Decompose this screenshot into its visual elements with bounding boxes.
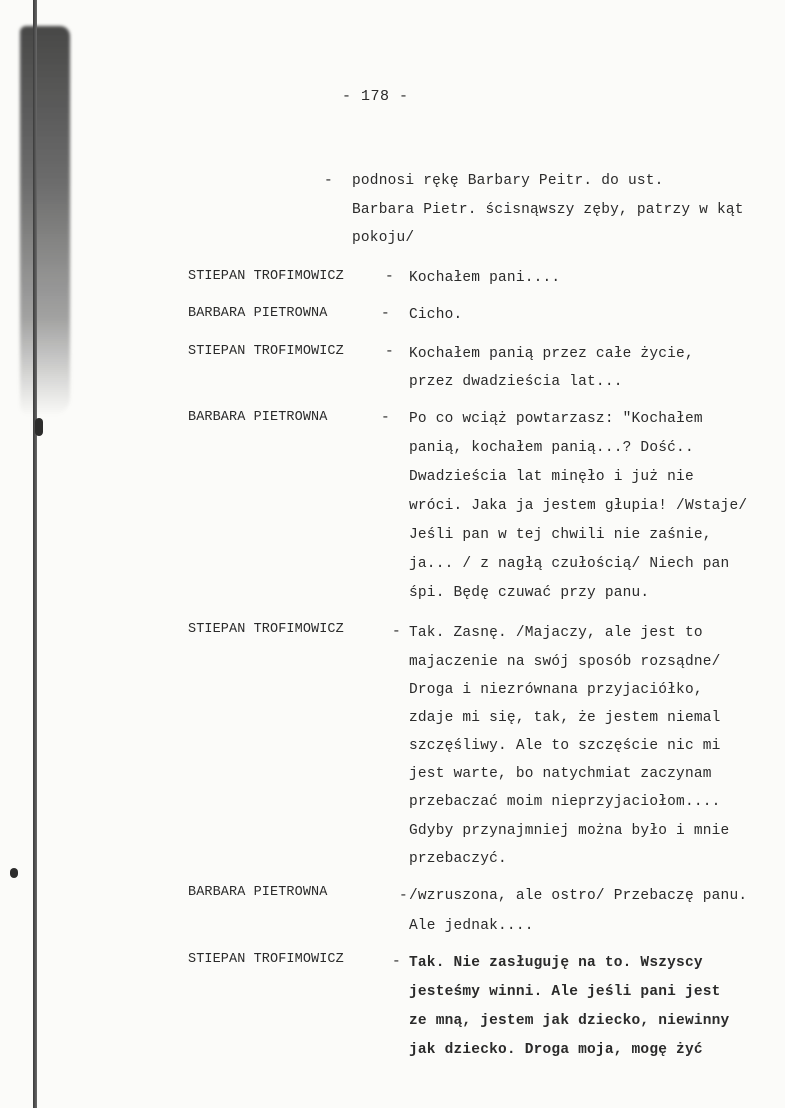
dialogue-line: majaczenie na swój sposób rozsądne/ bbox=[409, 654, 721, 670]
speaker-name: BARBARA PIETROWNA bbox=[188, 306, 328, 321]
dialogue-line: Dwadzieścia lat minęło i już nie bbox=[409, 469, 694, 485]
dialogue-dash: - bbox=[381, 410, 390, 426]
dialogue-line: Kochałem panią przez całe życie, bbox=[409, 346, 694, 362]
binding-shadow bbox=[20, 26, 70, 416]
page-number: - 178 - bbox=[342, 88, 409, 105]
dialogue-dash: - bbox=[385, 269, 394, 285]
dialogue-line: /wzruszona, ale ostro/ Przebaczę panu. bbox=[409, 888, 748, 904]
dialogue-line: Gdyby przynajmniej można było i mnie bbox=[409, 823, 730, 839]
dialogue-line: śpi. Będę czuwać przy panu. bbox=[409, 585, 650, 601]
speaker-name: STIEPAN TROFIMOWICZ bbox=[188, 952, 344, 967]
dialogue-dash: - bbox=[385, 344, 394, 360]
binding-mark bbox=[10, 868, 18, 878]
stage-direction-line: Barbara Pietr. ścisnąwszy zęby, patrzy w kąt bbox=[352, 202, 744, 218]
dialogue-line: Tak. Nie zasługuję na to. Wszyscy bbox=[409, 955, 703, 971]
dialogue-line: Kochałem pani.... bbox=[409, 270, 561, 286]
dialogue-dash: - bbox=[392, 954, 401, 970]
stage-direction-line: pokoju/ bbox=[352, 230, 415, 246]
dialogue-line: Ale jednak.... bbox=[409, 918, 534, 934]
speaker-name: STIEPAN TROFIMOWICZ bbox=[188, 344, 344, 359]
dialogue-line: Cicho. bbox=[409, 307, 463, 323]
dialogue-line: Droga i niezrównana przyjaciółko, bbox=[409, 682, 703, 698]
intro-dash: - bbox=[324, 173, 333, 189]
dialogue-dash: - bbox=[381, 306, 390, 322]
dialogue-line: panią, kochałem panią...? Dość.. bbox=[409, 440, 694, 456]
speaker-name: BARBARA PIETROWNA bbox=[188, 885, 328, 900]
dialogue-dash: - bbox=[392, 624, 401, 640]
dialogue-line: ja... / z nagłą czułością/ Niech pan bbox=[409, 556, 730, 572]
speaker-name: STIEPAN TROFIMOWICZ bbox=[188, 269, 344, 284]
dialogue-line: jest warte, bo natychmiat zaczynam bbox=[409, 766, 712, 782]
dialogue-dash: - bbox=[399, 888, 408, 904]
dialogue-line: Po co wciąż powtarzasz: "Kochałem bbox=[409, 411, 703, 427]
dialogue-line: jesteśmy winni. Ale jeśli pani jest bbox=[409, 984, 721, 1000]
dialogue-line: przebaczać moim nieprzyjaciołom.... bbox=[409, 794, 721, 810]
binding-mark bbox=[35, 418, 43, 436]
dialogue-line: jak dziecko. Droga moja, mogę żyć bbox=[409, 1042, 703, 1058]
binding-edge bbox=[33, 0, 37, 1108]
speaker-name: BARBARA PIETROWNA bbox=[188, 410, 328, 425]
dialogue-line: przez dwadzieścia lat... bbox=[409, 374, 623, 390]
dialogue-line: Tak. Zasnę. /Majaczy, ale jest to bbox=[409, 625, 703, 641]
stage-direction-line: podnosi rękę Barbary Peitr. do ust. bbox=[352, 173, 664, 189]
dialogue-line: zdaje mi się, tak, że jestem niemal bbox=[409, 710, 721, 726]
dialogue-line: szczęśliwy. Ale to szczęście nic mi bbox=[409, 738, 721, 754]
dialogue-line: ze mną, jestem jak dziecko, niewinny bbox=[409, 1013, 730, 1029]
dialogue-line: przebaczyć. bbox=[409, 851, 507, 867]
dialogue-line: wróci. Jaka ja jestem głupia! /Wstaje/ bbox=[409, 498, 748, 514]
dialogue-line: Jeśli pan w tej chwili nie zaśnie, bbox=[409, 527, 712, 543]
speaker-name: STIEPAN TROFIMOWICZ bbox=[188, 622, 344, 637]
